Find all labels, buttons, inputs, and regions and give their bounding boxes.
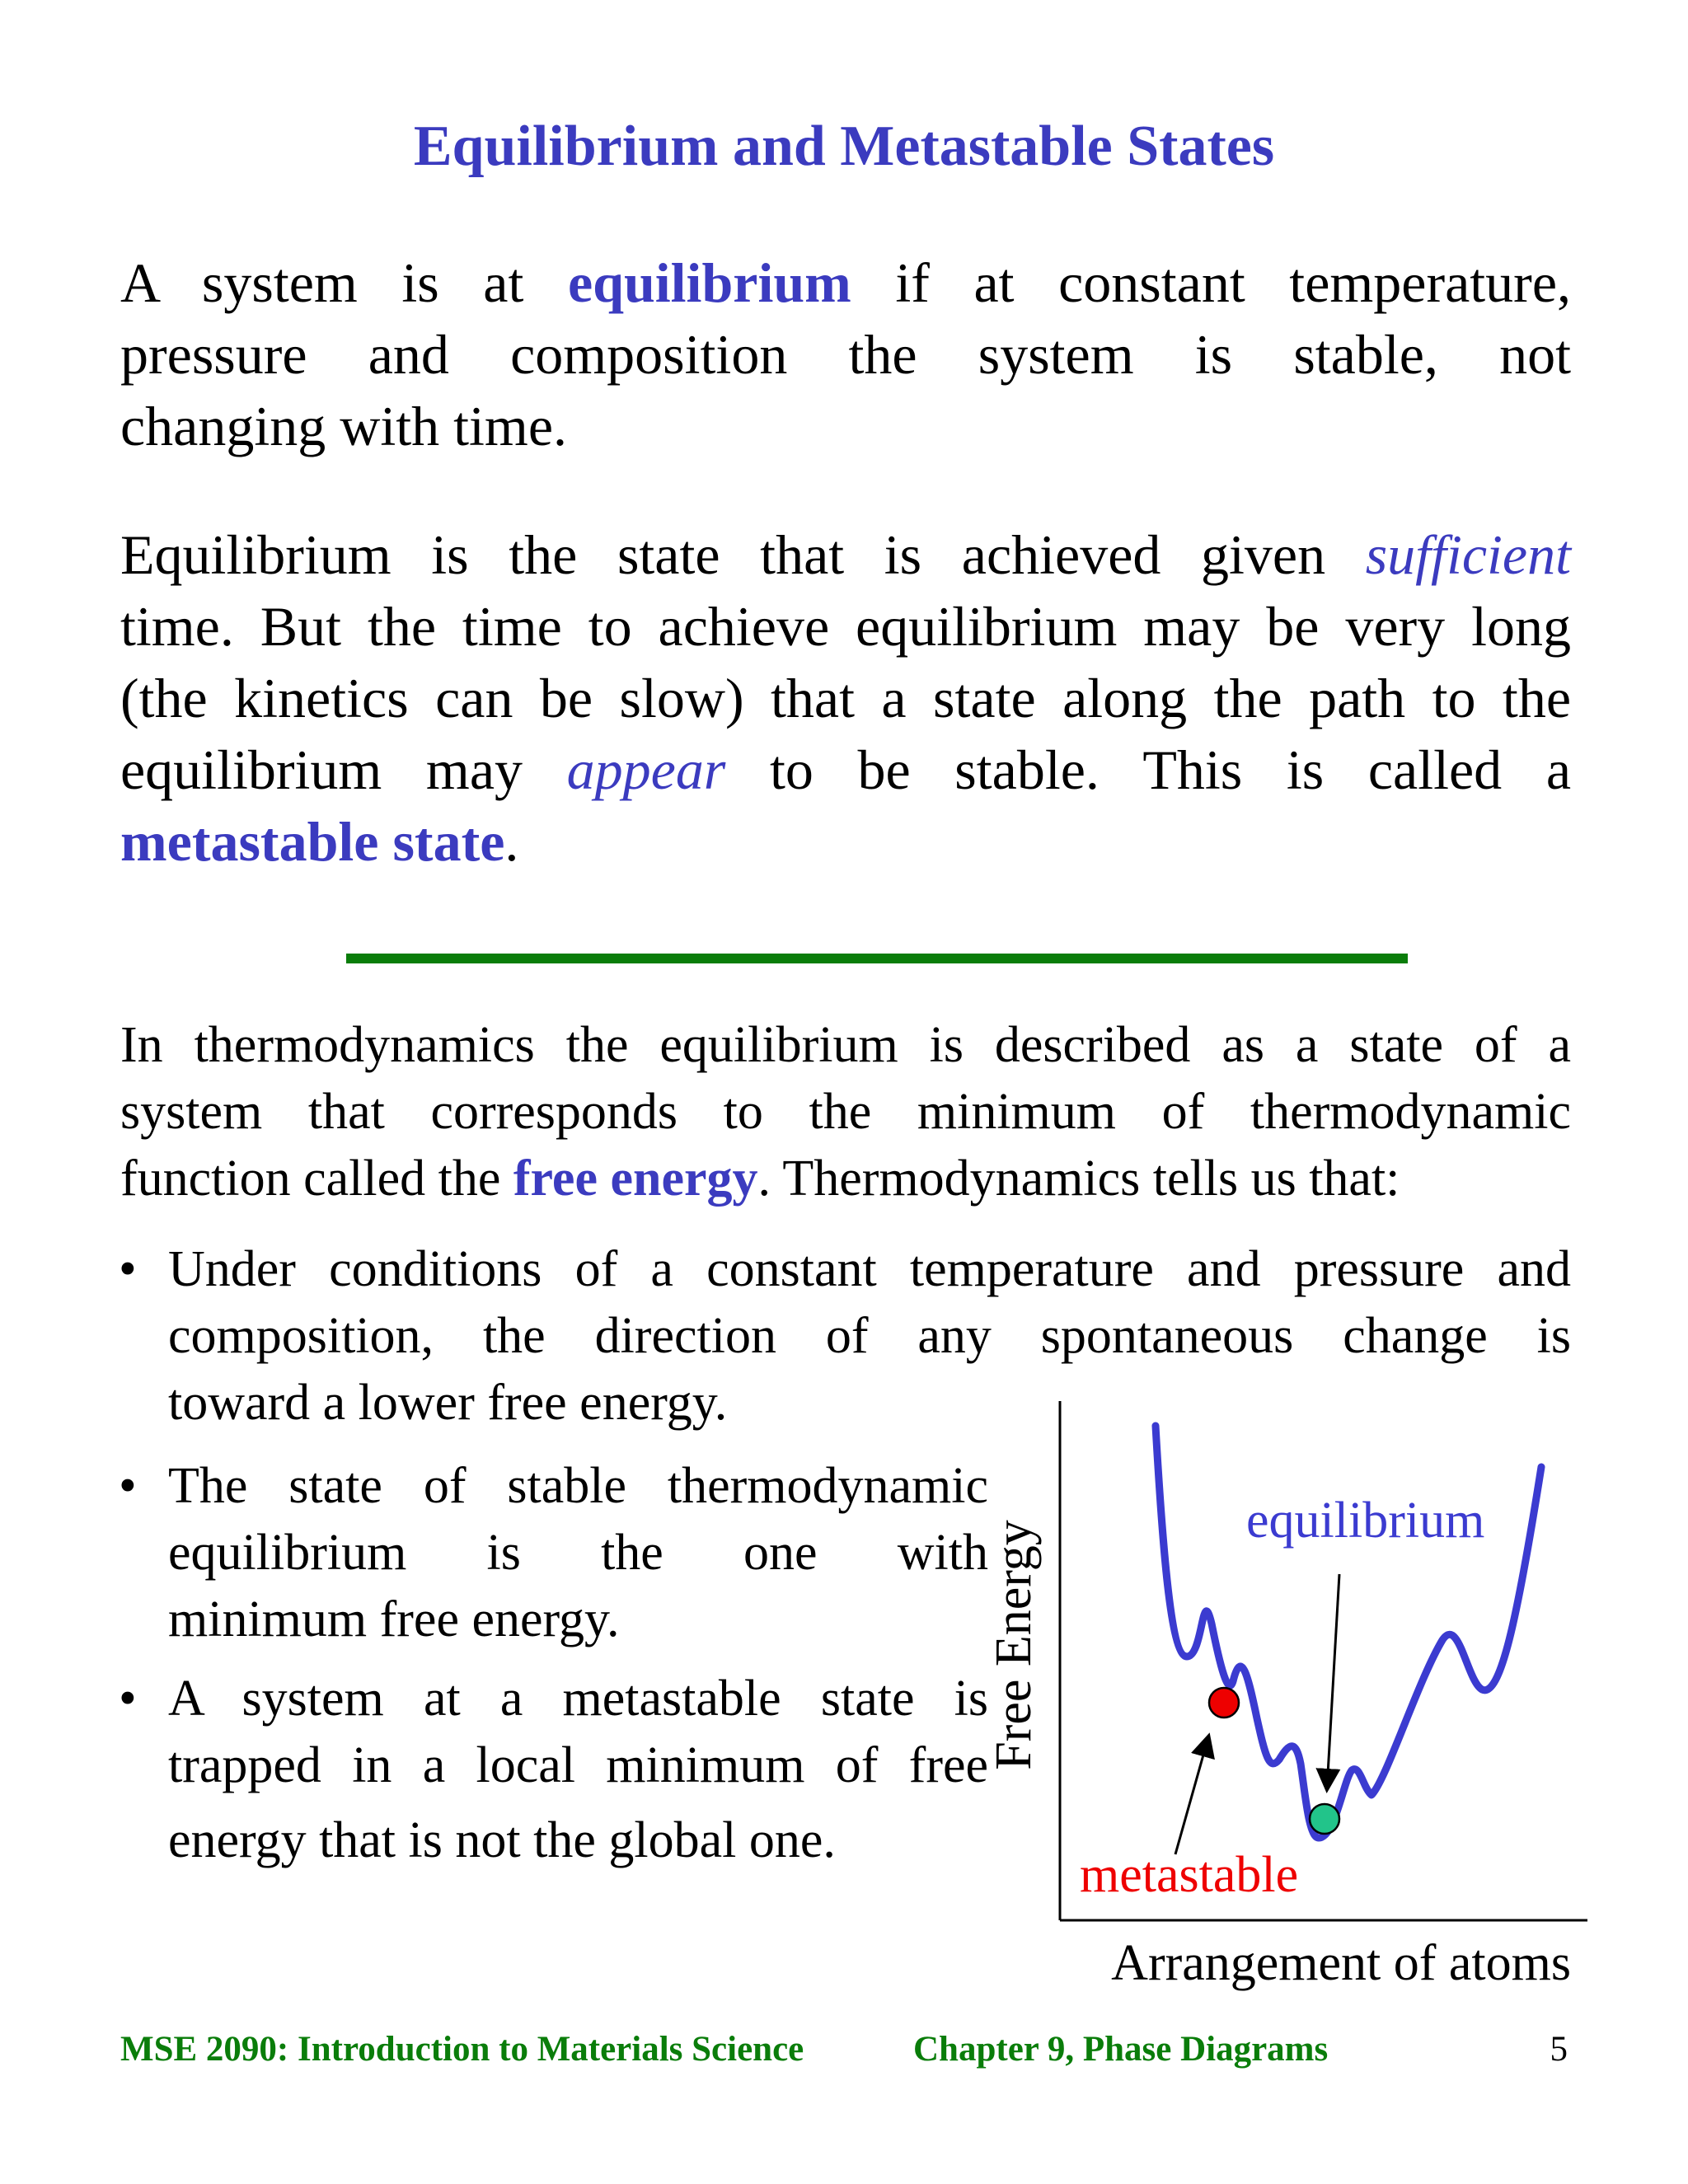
paragraph-line xyxy=(120,247,1571,319)
bullet-line: toward a lower free energy. xyxy=(168,1375,728,1431)
text-run: equilibrium may xyxy=(120,738,567,801)
text-run: . Thermodynamics tells us that: xyxy=(757,1151,1400,1207)
section-divider xyxy=(346,954,1408,963)
equilibrium-arrow xyxy=(1327,1574,1339,1788)
paragraph-line xyxy=(120,1146,1571,1212)
bullet-marker: • xyxy=(119,1458,137,1514)
page-title: Equilibrium and Metastable States xyxy=(413,115,1275,178)
bullet-text xyxy=(168,1453,988,1653)
bullet-line: composition, the direction of any spontaneous change is xyxy=(168,1308,1571,1364)
bullet-text xyxy=(168,1666,988,1882)
text-run: Equilibrium is the state that is achieved given xyxy=(120,523,1366,586)
text-run: if at constant temperature, xyxy=(851,251,1571,314)
footer-chapter: Chapter 9, Phase Diagrams xyxy=(913,2030,1329,2069)
paragraph-equilibrium-definition xyxy=(120,247,1571,462)
paragraph-line: system that corresponds to the minimum of thermodynamic xyxy=(120,1084,1571,1140)
metastable-arrow xyxy=(1175,1737,1208,1854)
y-axis-label: Free Energy xyxy=(986,1520,1042,1770)
equilibrium-label: equilibrium xyxy=(1246,1493,1485,1549)
footer-course: MSE 2090: Introduction to Materials Science xyxy=(120,2030,804,2069)
text-run: A system is at xyxy=(120,251,568,314)
metastable-label: metastable xyxy=(1080,1847,1299,1903)
term-appear: appear xyxy=(566,738,726,801)
bullet-line: equilibrium is the one with xyxy=(168,1525,988,1581)
paragraph-line xyxy=(120,806,1571,878)
paragraph-metastable-definition xyxy=(120,519,1571,878)
paragraph-line: (the kinetics can be slow) that a state along the path to the xyxy=(120,667,1571,729)
paragraph-thermodynamics xyxy=(120,1012,1571,1212)
text-run: . xyxy=(504,810,519,873)
bullet-line: trapped in a local minimum of free xyxy=(168,1737,988,1793)
equilibrium-point-marker xyxy=(1310,1804,1339,1834)
term-metastable-state: metastable state xyxy=(120,810,505,873)
bullet-marker: • xyxy=(119,1671,137,1727)
bullet-line: The state of stable thermodynamic xyxy=(168,1458,988,1514)
paragraph-line: In thermodynamics the equilibrium is described as a state of a xyxy=(120,1017,1571,1073)
page-number: 5 xyxy=(1550,2030,1568,2069)
bullet-marker: • xyxy=(119,1241,137,1297)
paragraph-line xyxy=(120,519,1571,591)
paragraph-line: time. But the time to achieve equilibrium may be very long xyxy=(120,595,1571,658)
bullet-line: A system at a metastable state is xyxy=(168,1671,988,1727)
term-free-energy: free energy xyxy=(513,1151,758,1207)
free-energy-curve xyxy=(1156,1426,1541,1838)
x-axis-label: Arrangement of atoms xyxy=(1111,1935,1571,1991)
term-equilibrium: equilibrium xyxy=(567,251,851,314)
free-energy-diagram xyxy=(973,1393,1599,2003)
paragraph-line xyxy=(120,734,1571,806)
text-run: to be stable. This is called a xyxy=(725,738,1572,801)
text-run: function called the xyxy=(120,1151,513,1207)
bullet-line: energy that is not the global one. xyxy=(168,1812,836,1868)
term-sufficient: sufficient xyxy=(1365,523,1571,586)
metastable-point-marker xyxy=(1209,1688,1239,1718)
paragraph-line: pressure and composition the system is stable, not xyxy=(120,323,1571,386)
bullet-line: Under conditions of a constant temperature and pressure and xyxy=(168,1241,1571,1297)
bullet-line: minimum free energy. xyxy=(168,1591,620,1647)
paragraph-line: changing with time. xyxy=(120,395,568,457)
